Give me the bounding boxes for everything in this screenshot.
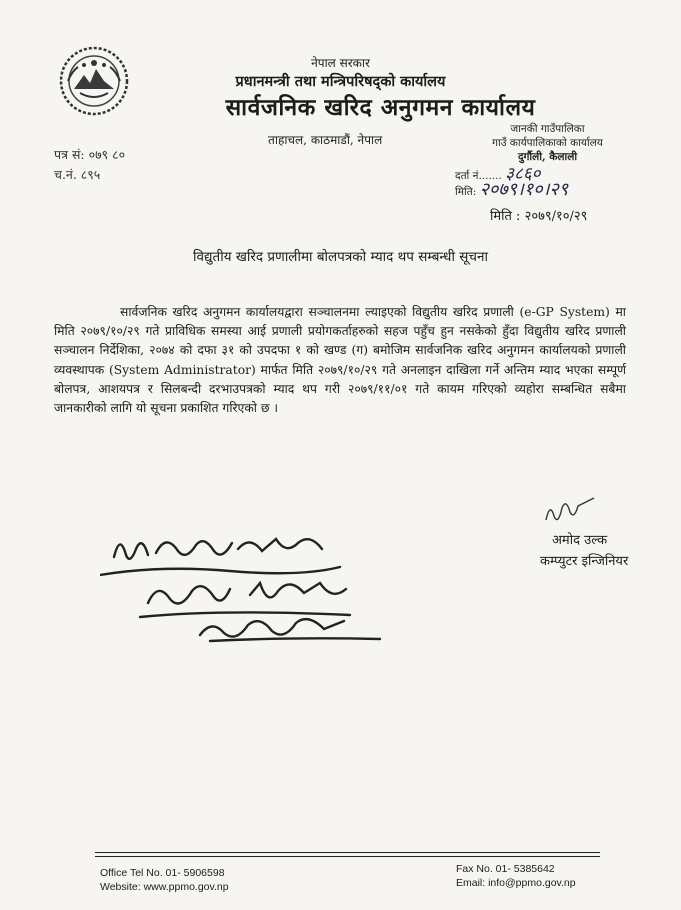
letter-date: मिति : २०७९/१०/२९ [490,209,588,224]
signatory-block [540,530,628,572]
stamp-registration-number: ३८६० [505,164,541,184]
handwritten-endorsement [100,525,410,645]
footer-rule-top [95,852,600,853]
stamp-registration-label: दर्ता नं....... [455,170,502,182]
stamp-date-label: मिति: [455,186,477,198]
government-name: नेपाल सरकार [311,56,370,70]
footer-rule-bottom [95,856,600,857]
stamp-office: गाउँ कार्यपालिकाको कार्यालय [492,137,603,149]
footer-telephone: Office Tel No. 01- 5906598 [100,867,225,879]
footer-contact-left [100,866,229,894]
receipt-stamp [455,122,640,199]
office-address: ताहाचल, काठमाडौं, नेपाल [268,133,383,147]
signatory-title: कम्प्युटर इन्जिनियर [540,554,629,569]
footer-email: Email: info@ppmo.gov.np [456,877,576,889]
ministry-name: प्रधानमन्त्री तथा मन्त्रिपरिषद्को कार्यालय [235,73,446,90]
footer-contact-right [456,862,576,890]
stamp-location: दुर्गौली, कैलाली [517,151,578,163]
subject-line: विद्युतीय खरिद प्रणालीमा बोलपत्रको म्याद थप सम्बन्धी सूचना [193,249,488,265]
stamp-date-value: २०७९।१०।२९ [479,179,569,200]
signatory-name: अमोद उल्क [552,533,608,548]
dispatch-number: च.नं. ८९५ [54,167,101,182]
signature-initial [540,492,600,528]
letter-number: पत्र सं: ०७९ ८० [54,147,126,162]
footer-fax: Fax No. 01- 5385642 [456,863,555,875]
footer-website: Website: www.ppmo.gov.np [100,881,229,893]
office-name: सार्वजनिक खरिद अनुगमन कार्यालय [225,94,536,121]
notice-body: सार्वजनिक खरिद अनुगमन कार्यालयद्वारा सञ्चालनमा ल्याइएको विद्युतीय खरिद प्रणाली (e-GP System) मा मिति २०७९/१०/२९ गते प्राविधिक समस्या आई प्रणाली प्रयोगकर्ताहरुको सहज पहुँच हुन नसकेको हुँदा विद्युतीय खरिद प्रणाली सञ्चालन निर्देशिका, २०७४ को दफा ३१ को उपदफा १ को खण्ड (ग) बमोजिम सार्वजनिक खरिद अनुगमन कार्यालयको प्रणाली व्यवस्थापक (System Administrator) मार्फत मिति २०७९/१०/२९ गते अनलाइन दाखिला गर्ने अन्तिम म्याद भएका सम्पूर्ण बोलपत्र, आशयपत्र र सिलबन्दी दरभाउपत्रको म्याद थप गरी २०७९/११/०१ गते कायम गरिएको व्यहोरा सम्बन्धित सबैमा जानकारीको लागि यो सूचना प्रकाशित गरिएको छ । [54,305,626,416]
stamp-municipality: जानकी गाउँपालिका [510,123,585,135]
